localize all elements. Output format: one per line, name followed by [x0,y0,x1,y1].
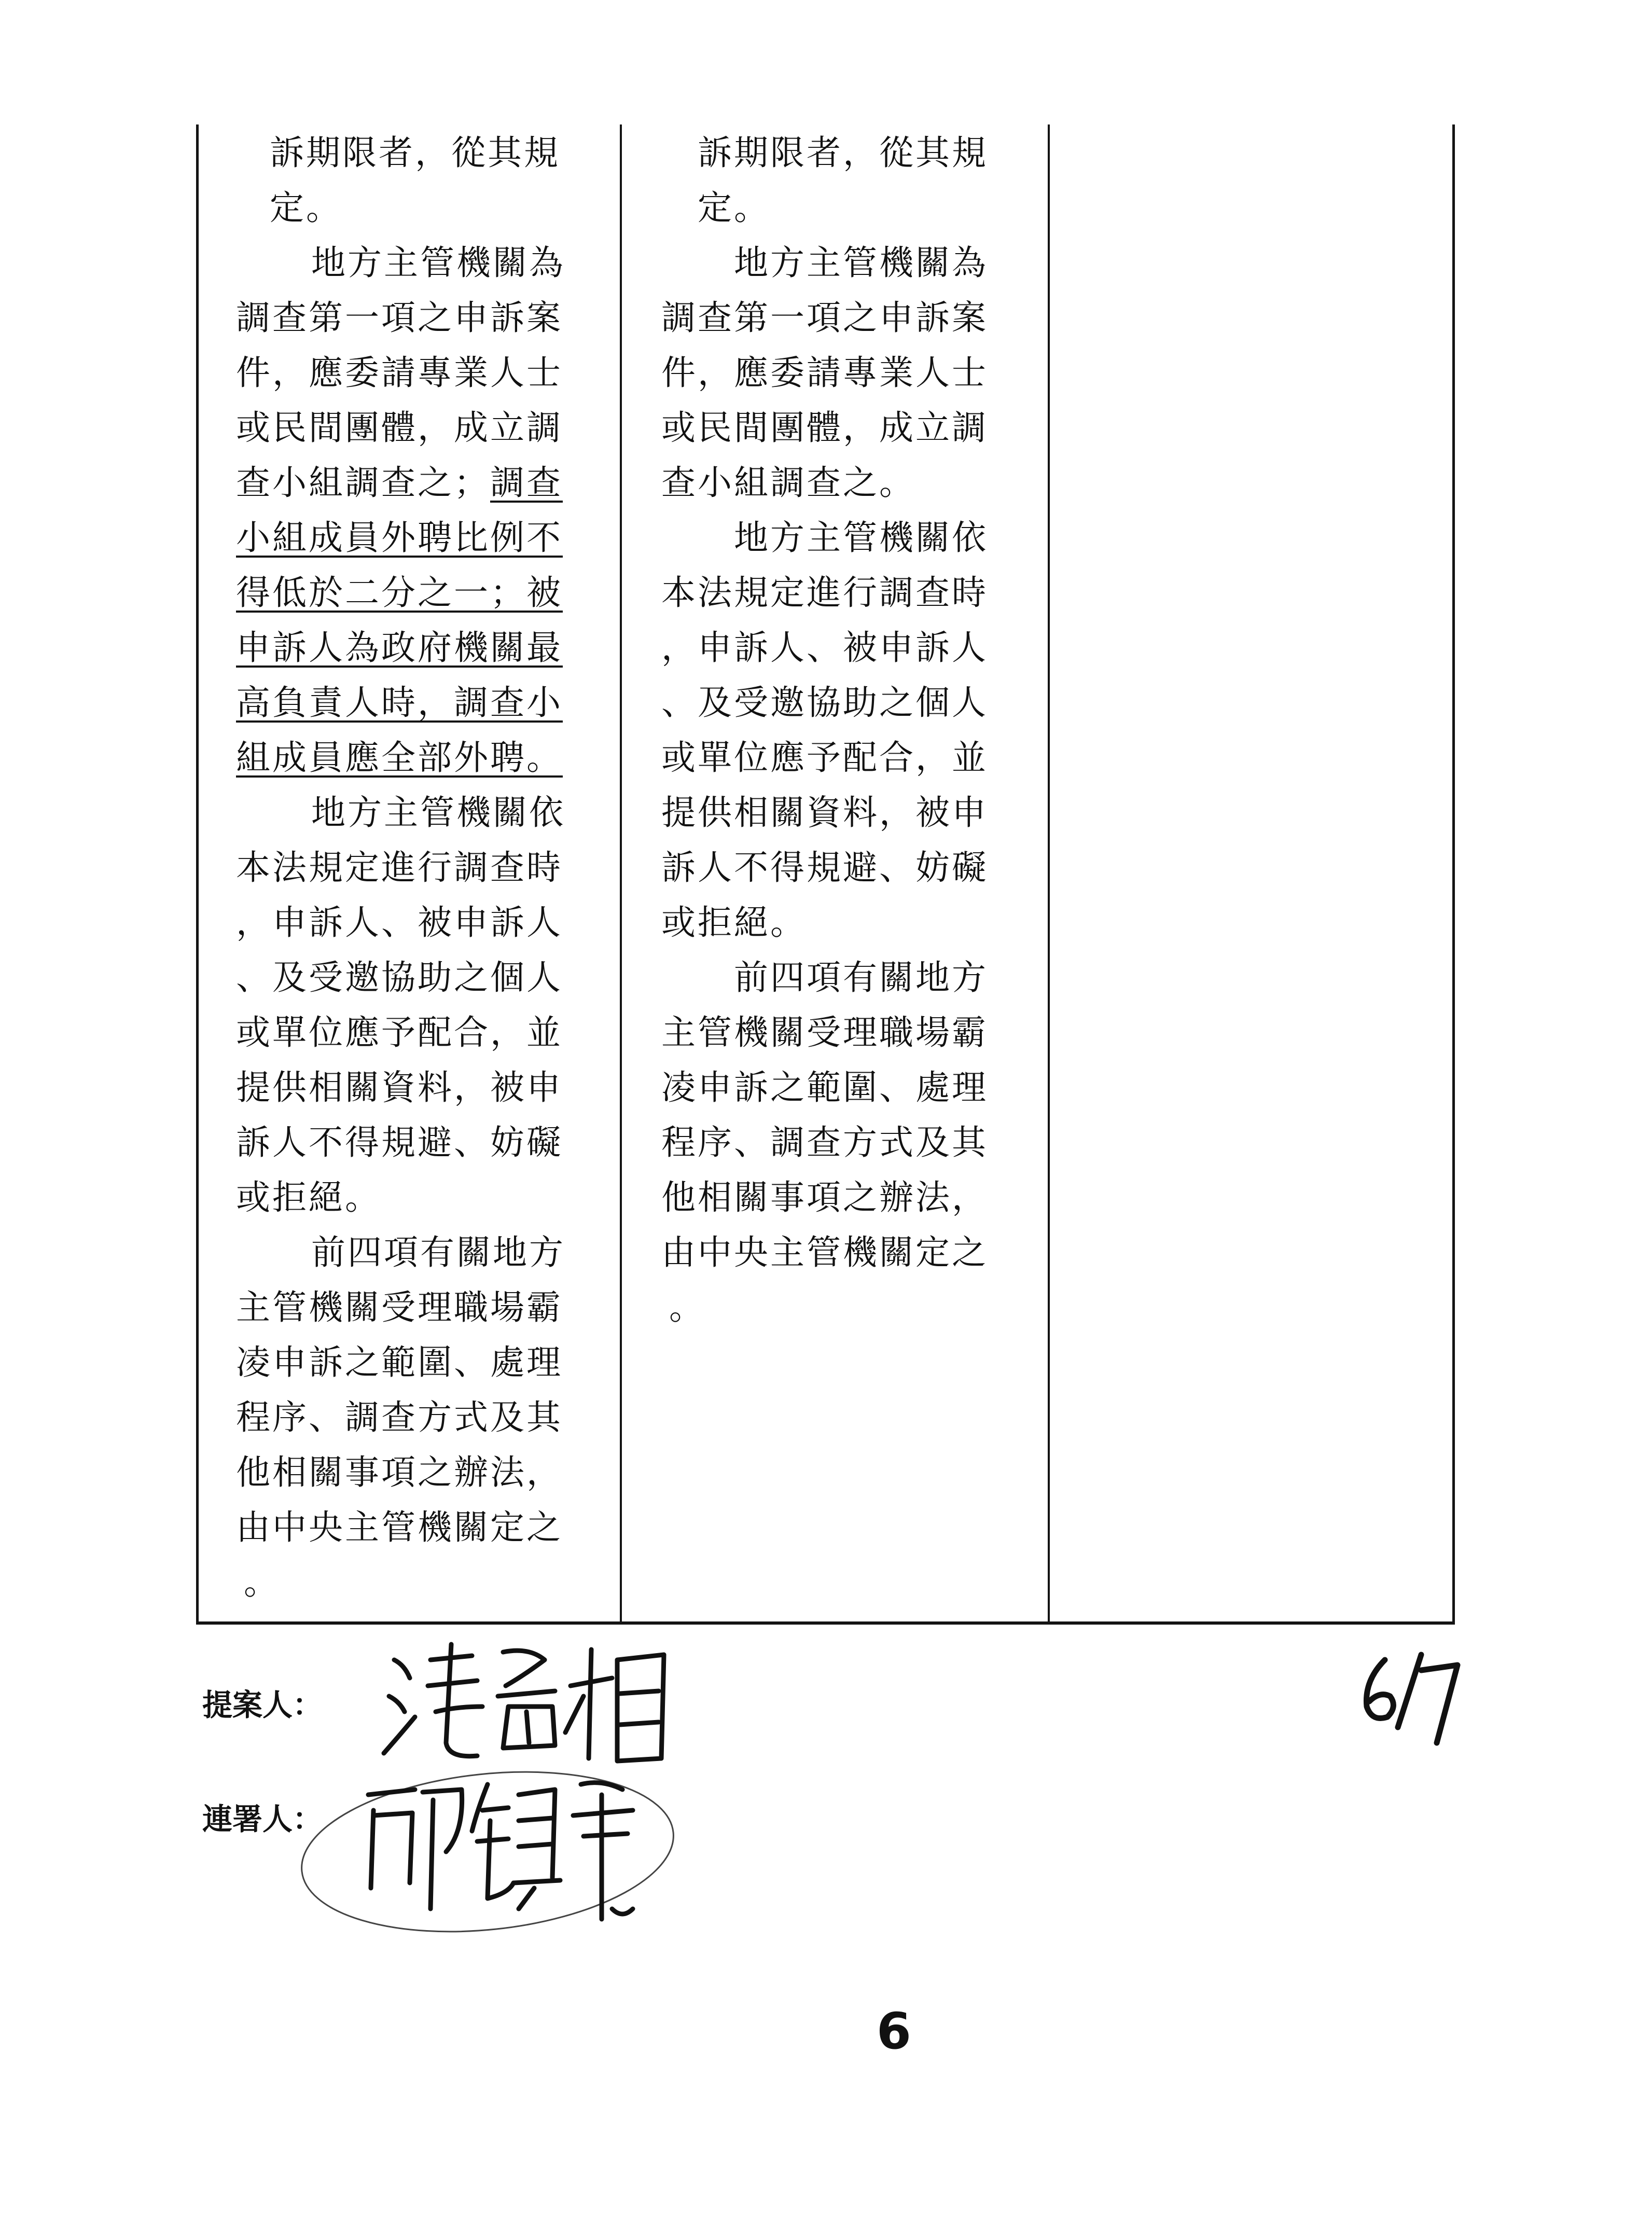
text-line: 凌申訴之範圍、處理 [236,1342,563,1382]
amended-text: 高負責人時，調查小 [236,683,563,723]
cosigner-label: 連署人： [202,1801,323,1837]
text-line: 定。 [698,188,770,228]
text-line: 提供相關資料，被申 [236,1068,563,1107]
proposer-label: 提案人： [202,1687,323,1723]
amended-text: 調查 [490,463,563,503]
text-line: 。 [669,1287,705,1327]
text-line: 或拒絕。 [661,903,807,942]
text-line: 訴人不得規避、妨礙 [661,848,988,888]
text-line: 本法規定進行調查時 [236,848,563,888]
text-line: 或拒絕。 [236,1177,381,1217]
handwritten-page-mark [1349,1639,1473,1758]
text-line: ，申訴人、被申訴人 [236,903,563,942]
text-line: 調查第一項之申訴案 [236,298,563,338]
text-line: 他相關事項之辦法， [236,1452,563,1492]
text-line: 或單位應予配合，並 [661,738,988,778]
text-line: 。 [244,1562,280,1602]
text-line: 查小組調查之。 [661,463,915,503]
table-left-border [196,124,199,1624]
column-divider-2 [1048,124,1050,1624]
text-line: 件，應委請專業人士 [236,353,563,393]
text-line [236,463,563,503]
text-line: 前四項有關地方 [734,958,988,997]
column-divider-1 [620,124,622,1624]
text-line: 或民間團體，成立調 [661,408,988,448]
cosigner-signature [290,1753,685,1971]
page-number: 6 [877,2002,911,2060]
text-line: 提供相關資料，被申 [661,793,988,833]
table-right-border [1452,124,1455,1624]
amended-text: 得低於二分之一；被 [236,573,563,613]
text-line: 主管機關受理職場霸 [661,1013,988,1052]
text-line: 訴期限者，從其規 [270,133,560,173]
text-line: 本法規定進行調查時 [661,573,988,613]
text-line: 、及受邀協助之個人 [236,958,563,997]
text-line: 或民間團體，成立調 [236,408,563,448]
text-line: 或單位應予配合，並 [236,1013,563,1052]
text-line: 訴期限者，從其規 [698,133,988,173]
table-bottom-border [196,1621,1455,1625]
text-line: 地方主管機關依 [311,793,565,833]
text-line: 凌申訴之範圍、處理 [661,1068,988,1107]
text-line: 調查第一項之申訴案 [661,298,988,338]
text-line: 前四項有關地方 [311,1232,565,1272]
amended-text: 小組成員外聘比例不 [236,518,563,558]
text-line: 地方主管機關為 [311,243,565,283]
text-line: 由中央主管機關定之 [236,1507,563,1547]
text-line: 地方主管機關為 [734,243,988,283]
text-line: 他相關事項之辦法， [661,1177,988,1217]
text-line: 訴人不得規避、妨礙 [236,1122,563,1162]
text-line: ，申訴人、被申訴人 [661,628,988,668]
text-line: 程序、調查方式及其 [661,1122,988,1162]
text-line: 定。 [270,188,342,228]
amended-text: 申訴人為政府機關最 [236,628,563,668]
text-line: 、及受邀協助之個人 [661,683,988,723]
text-line: 主管機關受理職場霸 [236,1287,563,1327]
text-segment: 查小組調查之； [236,463,490,503]
text-line: 程序、調查方式及其 [236,1397,563,1437]
amended-text: 組成員應全部外聘。 [236,738,563,778]
text-line: 地方主管機關依 [734,518,988,558]
text-line: 由中央主管機關定之 [661,1232,988,1272]
text-line: 件，應委請專業人士 [661,353,988,393]
